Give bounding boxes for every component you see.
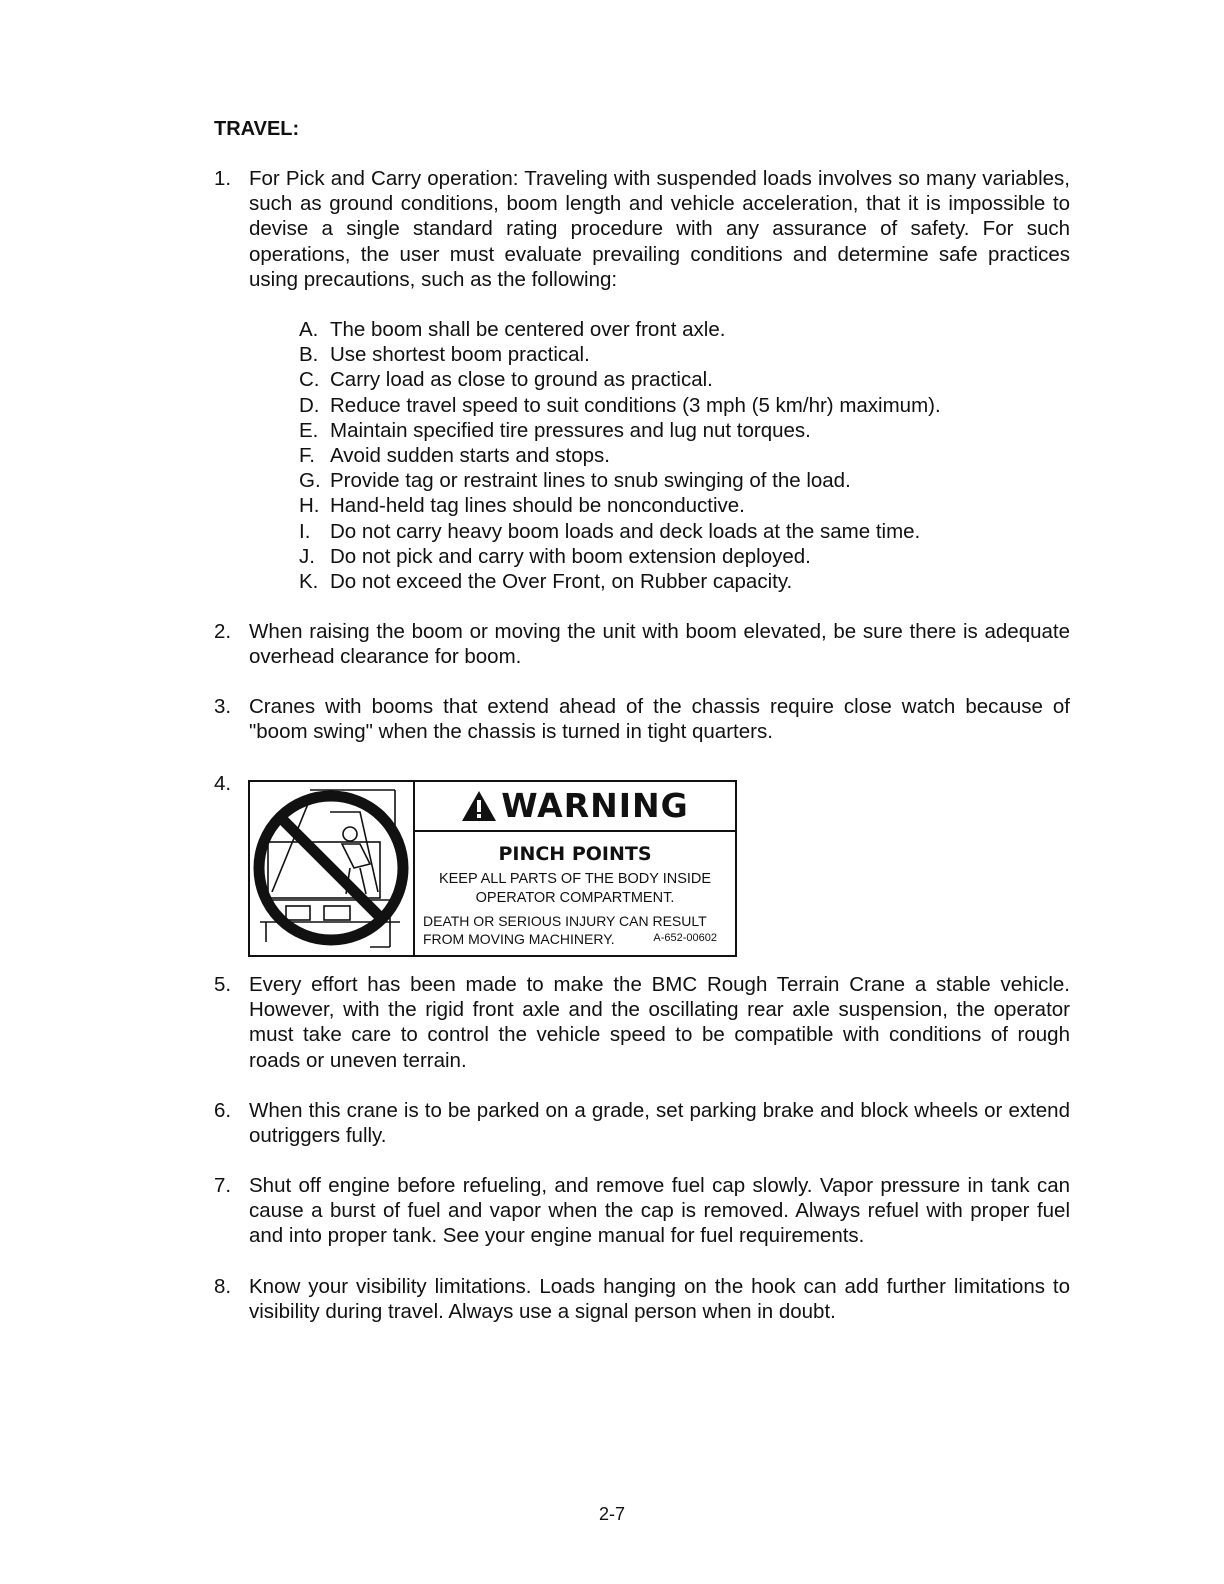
precaution-text: Do not exceed the Over Front, on Rubber capacity. xyxy=(330,569,793,593)
list-item-1 xyxy=(214,166,1070,292)
instruction-line: OPERATOR COMPARTMENT. xyxy=(475,890,675,906)
item-text: Every effort has been made to make the BMC Rough Terrain Crane a stable vehicle. However, with the rigid front axle and the oscillating rear axle suspension, the operator must take care to control the vehicle speed to be compatible with conditions of rough roads or uneven terrain. xyxy=(249,973,1070,1072)
item-text: Cranes with booms that extend ahead of the chassis require close watch because of "boom swing" when the chassis is turned in tight quarters. xyxy=(249,695,1070,744)
precaution-letter: D. xyxy=(299,393,320,417)
pinch-points-prohibition-icon xyxy=(250,782,415,955)
precaution-item xyxy=(299,544,1019,569)
precaution-item xyxy=(299,367,1019,392)
warning-message xyxy=(415,832,735,955)
item-text: When this crane is to be parked on a grade, set parking brake and block wheels or extend outriggers fully. xyxy=(249,1099,1070,1148)
precaution-letter: F. xyxy=(299,443,315,467)
precaution-letter: G. xyxy=(299,469,321,493)
warning-triangle-icon xyxy=(461,790,497,822)
item-text: When raising the boom or moving the unit with boom elevated, be sure there is adequate overhead clearance for boom. xyxy=(249,620,1070,669)
precaution-text: Hand-held tag lines should be nonconductive. xyxy=(330,494,745,518)
decal-code: A-652-00602 xyxy=(653,931,717,944)
precaution-text: Use shortest boom practical. xyxy=(330,343,590,367)
precaution-item xyxy=(299,468,1019,493)
consequence-line: FROM MOVING MACHINERY. xyxy=(423,931,615,947)
precaution-text: Carry load as close to ground as practical. xyxy=(330,368,713,392)
list-item-3 xyxy=(214,694,1070,744)
item-number: 1. xyxy=(214,167,232,190)
list-item-8 xyxy=(214,1274,1070,1324)
item-text: Know your visibility limitations. Loads hanging on the hook can add further limitations to visibility during travel. Always use a signal person when in doubt. xyxy=(249,1275,1070,1324)
precaution-text: Provide tag or restraint lines to snub swinging of the load. xyxy=(330,469,851,493)
list-item-5 xyxy=(214,972,1070,1073)
precaution-text: Reduce travel speed to suit conditions (3 mph (5 km/hr) maximum). xyxy=(330,393,941,417)
precaution-item xyxy=(299,519,1019,544)
page-number: 2-7 xyxy=(598,1504,625,1524)
item-text: Shut off engine before refueling, and remove fuel cap slowly. Vapor pressure in tank can cause a burst of fuel and vapor when the cap is removed. Always refuel with proper fuel and into proper tank. See your engine manual for fuel requirements. xyxy=(249,1174,1070,1248)
item-number: 3. xyxy=(214,695,232,718)
precaution-text: Do not pick and carry with boom extension deployed. xyxy=(330,544,811,568)
precaution-text: Avoid sudden starts and stops. xyxy=(330,443,610,467)
warning-signal-word: WARNING xyxy=(501,786,689,826)
hazard-title: PINCH POINTS xyxy=(498,843,652,865)
item-number: 6. xyxy=(214,1099,232,1122)
item-number: 8. xyxy=(214,1275,232,1298)
precaution-item xyxy=(299,317,1019,342)
precaution-item xyxy=(299,569,1019,594)
precaution-text: Do not carry heavy boom loads and deck loads at the same time. xyxy=(330,519,921,543)
precaution-letter: B. xyxy=(299,343,319,367)
precaution-list xyxy=(299,317,1019,594)
item-number: 7. xyxy=(214,1174,232,1197)
precaution-letter: A. xyxy=(299,318,319,341)
precaution-letter: I. xyxy=(299,519,311,543)
consequence-line: DEATH OR SERIOUS INJURY CAN RESULT xyxy=(423,913,707,929)
warning-instruction xyxy=(415,870,735,908)
precaution-letter: C. xyxy=(299,368,320,392)
list-item-7 xyxy=(214,1173,1070,1249)
instruction-line: KEEP ALL PARTS OF THE BODY INSIDE xyxy=(438,871,712,887)
precaution-text: The boom shall be centered over front axle. xyxy=(330,318,726,341)
section-title: TRAVEL: xyxy=(214,118,300,140)
pinch-points-warning-decal xyxy=(248,780,737,957)
item-number: 5. xyxy=(214,973,232,996)
precaution-letter: J. xyxy=(299,544,315,568)
warning-banner xyxy=(415,782,735,832)
item-number: 4. xyxy=(214,772,232,795)
precaution-letter: H. xyxy=(299,494,320,518)
list-item-2 xyxy=(214,619,1070,669)
precaution-letter: E. xyxy=(299,418,319,442)
precaution-item xyxy=(299,393,1019,418)
precaution-item xyxy=(299,342,1019,367)
precaution-letter: K. xyxy=(299,569,319,593)
item-text: For Pick and Carry operation: Traveling with suspended loads involves so many variables, such as ground conditions, boom length and vehicle acceleration, that it is impossible to devise a single standard rating procedure with any assurance of safety. For such operations, the user must evaluate prevailing conditions and determine safe practices using precautions, such as the following: xyxy=(249,167,1070,291)
precaution-item xyxy=(299,418,1019,443)
list-item-6 xyxy=(214,1098,1070,1148)
precaution-item xyxy=(299,443,1019,468)
item-number: 2. xyxy=(214,620,232,643)
precaution-text: Maintain specified tire pressures and lug nut torques. xyxy=(330,418,811,442)
precaution-item xyxy=(299,493,1019,518)
